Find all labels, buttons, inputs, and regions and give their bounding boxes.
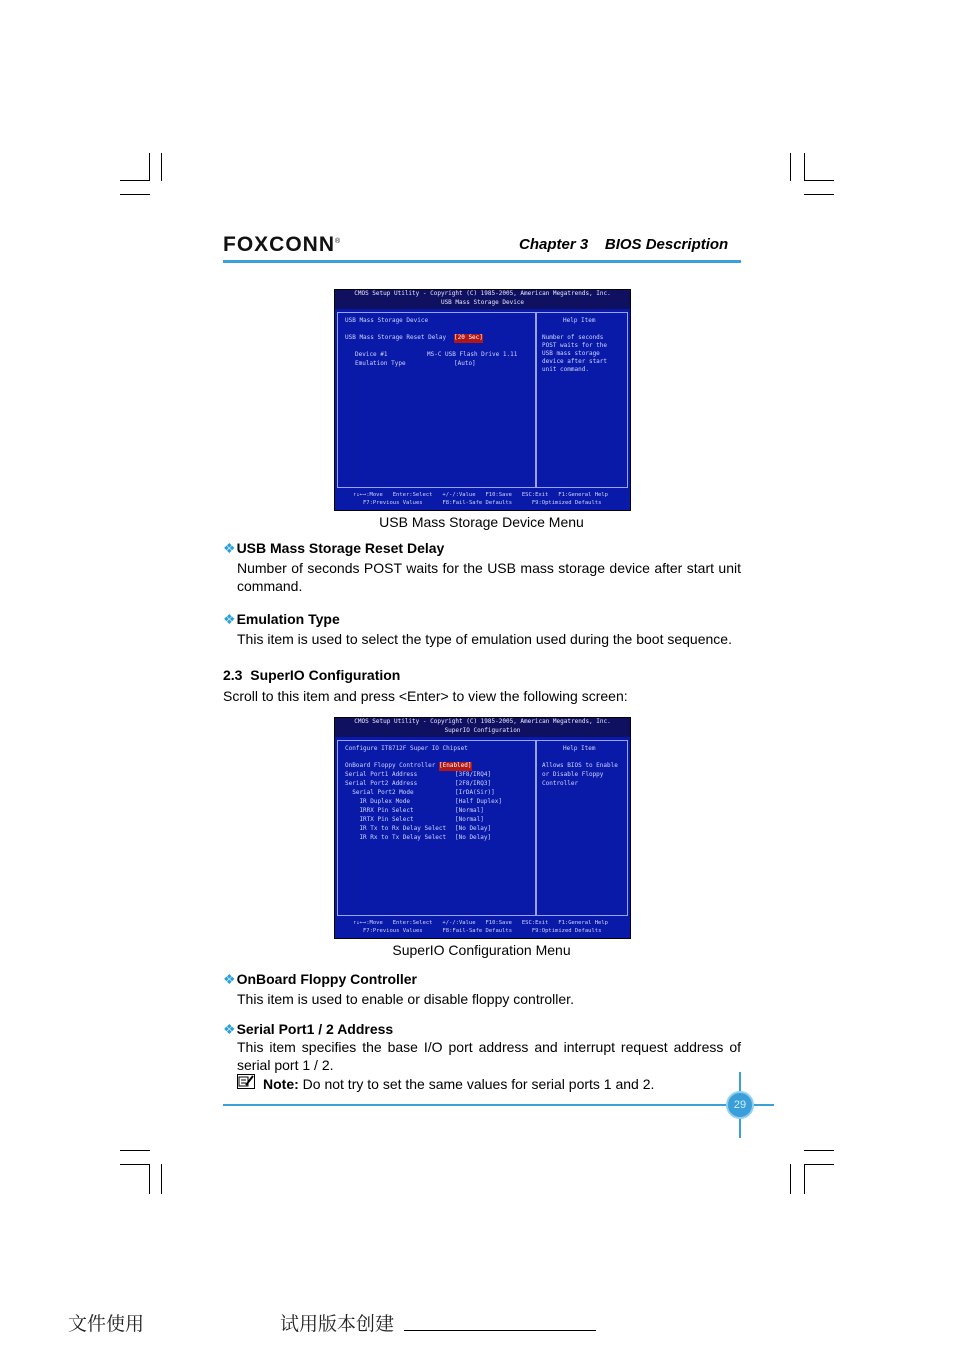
figure-caption: SuperIO Configuration Menu: [392, 942, 571, 958]
bios-footer-keys: F7:Previous Values F8:Fail-Safe Defaults F9:Optimized Defaults: [363, 928, 602, 934]
footer-right-text: 试用版本创建: [280, 1313, 395, 1335]
bios-option-value: [Auto]: [454, 360, 476, 367]
bios-option-label: IR Duplex Mode: [345, 798, 411, 805]
bios-help-title: Help Item: [563, 745, 596, 752]
item-heading: ❖Emulation Type: [223, 611, 340, 627]
crop-mark: [161, 153, 162, 181]
chapter-heading: [519, 236, 728, 253]
bios-option-label: IRRX Pin Select: [345, 807, 414, 814]
bios-help-title: Help Item: [563, 317, 596, 324]
bios-option-label: IR Tx to Rx Delay Select: [345, 825, 447, 832]
item-description: This item is used to enable or disable floppy controller.: [237, 991, 574, 1007]
item-heading: ❖USB Mass Storage Reset Delay: [223, 540, 445, 556]
crop-mark: [120, 180, 150, 181]
bios-option-value: [IrDA(Sir)]: [455, 789, 495, 796]
bios-option-value: [No Delay]: [455, 834, 492, 841]
bios-option-label: OnBoard Floppy Controller: [345, 762, 436, 769]
crop-mark: [161, 1164, 162, 1194]
item-description: This item specifies the base I/O port address and interrupt request address of serial port 1 / 2.: [237, 1039, 741, 1073]
crop-mark: [804, 153, 805, 181]
bios-help-line: POST waits for the: [542, 342, 608, 349]
bios-option-label: Serial Port2 Mode: [345, 789, 414, 796]
note-icon: [237, 1074, 255, 1089]
footer-left-text: 文件使用: [68, 1313, 145, 1335]
bios-option-label: Serial Port1 Address: [345, 771, 418, 778]
crop-mark: [804, 194, 834, 195]
diamond-bullet-icon: ❖: [223, 971, 236, 987]
section-heading: 2.3 SuperIO Configuration: [223, 667, 401, 683]
crop-mark: [120, 1150, 150, 1151]
bios-option-label: Emulation Type: [355, 360, 406, 367]
bios-option-value: [3F8/IRQ4]: [455, 771, 492, 778]
note-text: Do not try to set the same values for serial ports 1 and 2.: [298, 1076, 655, 1092]
crop-mark: [790, 1164, 791, 1194]
bios-option-value: MS-C USB Flash Drive 1.11: [427, 351, 518, 358]
bios-option-value: [2F8/IRQ3]: [455, 780, 492, 787]
bios-footer-keys: F7:Previous Values F8:Fail-Safe Defaults F9:Optimized Defaults: [363, 500, 602, 506]
bios-option-value: [Half Duplex]: [455, 798, 502, 805]
bios-title-bar: [335, 718, 630, 737]
chapter-label: Chapter 3: [519, 236, 589, 253]
bios-title: CMOS Setup Utility - Copyright (C) 1985-2005, American Megatrends, Inc.: [354, 718, 611, 725]
note-label: Note:: [263, 1076, 299, 1092]
bios-screenshot-usb: [334, 289, 631, 511]
bios-help-line: device after start: [542, 358, 608, 365]
bios-panel-title: Configure IT8712F Super IO Chipset: [345, 745, 468, 752]
bios-option-label: Device #1: [355, 351, 388, 358]
diamond-bullet-icon: ❖: [223, 540, 236, 556]
footer-underline: [404, 1330, 596, 1331]
bios-option-value: [Normal]: [455, 807, 484, 814]
page-number: 29: [726, 1091, 754, 1119]
bios-subtitle: USB Mass Storage Device: [440, 298, 525, 306]
bios-screenshot-superio: [334, 717, 631, 939]
note-line: [263, 1075, 743, 1093]
bios-option-value: [Normal]: [455, 816, 484, 823]
bios-help-line: or Disable Floppy: [542, 771, 604, 778]
crop-mark: [804, 1164, 834, 1165]
foxconn-logo: FOXCONN®: [223, 233, 342, 256]
item-description: This item is used to select the type of emulation used during the boot sequence.: [237, 631, 732, 647]
item-description: Number of seconds POST waits for the USB mass storage device after start unit command.: [237, 560, 741, 594]
bios-option-value-selected: [Enabled]: [439, 762, 472, 769]
bios-help-line: USB mass storage: [542, 350, 600, 357]
bios-option-label: IRTX Pin Select: [345, 816, 414, 823]
diamond-bullet-icon: ❖: [223, 611, 236, 627]
item-heading: ❖Serial Port1 / 2 Address: [223, 1021, 394, 1037]
bios-option-label: USB Mass Storage Reset Delay: [345, 334, 447, 341]
bios-panel-title: USB Mass Storage Device: [345, 317, 429, 324]
crop-mark: [804, 180, 834, 181]
bios-option-value: [No Delay]: [455, 825, 492, 832]
crop-mark: [804, 1164, 805, 1194]
bios-help-line: Allows BIOS to Enable: [542, 762, 618, 769]
footer-rule: [223, 1104, 774, 1106]
diamond-bullet-icon: ❖: [223, 1021, 236, 1037]
bios-option-label: Serial Port2 Address: [345, 780, 418, 787]
crop-mark: [804, 1150, 834, 1151]
bios-subtitle: SuperIO Configuration: [444, 726, 521, 734]
bios-title-bar: [335, 290, 630, 309]
crop-mark: [149, 153, 150, 181]
crop-mark: [120, 1164, 150, 1165]
section-label: BIOS Description: [604, 236, 729, 253]
header-rule: [223, 260, 741, 263]
crop-mark: [790, 153, 791, 181]
bios-help-line: Number of seconds: [542, 334, 604, 341]
item-heading: ❖OnBoard Floppy Controller: [223, 971, 418, 987]
bios-option-value-selected: [20 Sec]: [454, 334, 483, 341]
bios-help-line: Controller: [542, 780, 579, 787]
bios-help-line: unit command.: [542, 366, 589, 373]
crop-mark: [120, 194, 150, 195]
crop-mark: [149, 1164, 150, 1194]
bios-footer-keys: ↑↓←→:Move Enter:Select +/-/:Value F10:Save ESC:Exit F1:General Help: [353, 920, 608, 926]
figure-caption: USB Mass Storage Device Menu: [379, 514, 584, 530]
bios-title: CMOS Setup Utility - Copyright (C) 1985-2005, American Megatrends, Inc.: [354, 290, 611, 297]
bios-option-label: IR Rx to Tx Delay Select: [345, 834, 447, 841]
bios-footer-keys: ↑↓←→:Move Enter:Select +/-/:Value F10:Save ESC:Exit F1:General Help: [353, 492, 608, 498]
section-description: Scroll to this item and press <Enter> to view the following screen:: [223, 688, 628, 704]
